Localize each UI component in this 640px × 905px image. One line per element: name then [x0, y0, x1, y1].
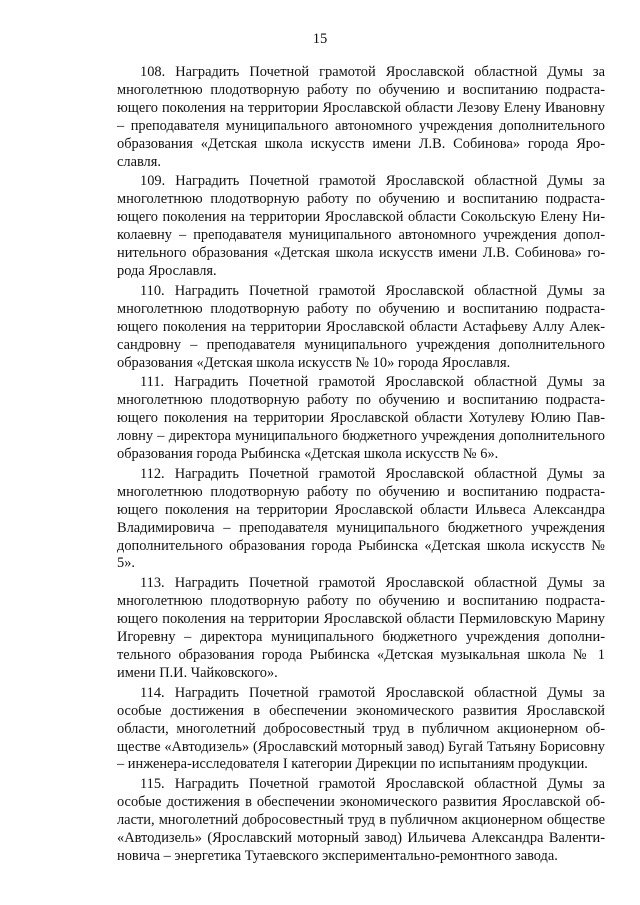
paragraph-113: 113. Наградить Почетной грамотой Ярославской областной Думы за многолетнюю плодотворную работу по обучению и воспитанию подрастающего поколения на территории Ярославской области Пермиловскую Марину Игоревну – директора муниципального бюджетного учреждения дополнительного образования города Рыбинска «Детская музыкальная школа № 1 имени П.И. Чайковского».	[117, 575, 605, 681]
paragraph-111: 111. Наградить Почетной грамотой Ярославской областной Думы за многолетнюю плодотворную работу по обучению и воспитанию подрастающего поколения на территории Ярославской области Хотулеву Юлию Павловну – директора муниципального бюджетного учреждения дополнительного образования города Рыбинска «Детская школа искусств № 6».	[117, 374, 605, 463]
paragraph-114: 114. Наградить Почетной грамотой Ярославской областной Думы за особые достижения в обеспечении экономического развития Ярославской области, многолетний добросовестный труд в публичном акционерном обществе «Автодизель» (Ярославский моторный завод) Бугай Татьяну Борисовну – инженера-исследователя I категории Дирекции по испытаниям продукции.	[117, 684, 605, 773]
paragraph-112: 112. Наградить Почетной грамотой Ярославской областной Думы за многолетнюю плодотворную работу по обучению и воспитанию подрастающего поколения на территории Ярославской области Ильвеса Александра Владимировича – преподавателя муниципального бюджетного учреждения дополнительного образования города Рыбинска «Детская школа искусств № 5».	[117, 465, 605, 572]
paragraph-108: 108. Наградить Почетной грамотой Ярославской областной Думы за многолетнюю плодотворную работу по обучению и воспитанию подрастающего поколения на территории Ярославской области Лезову Елену Ивановну – преподавателя муниципального автономного учреждения дополнительного образования «Детская школа искусств имени Л.В. Собинова» города Ярославля.	[117, 64, 605, 170]
paragraph-115: 115. Наградить Почетной грамотой Ярославской областной Думы за особые достижения в обеспечении экономического развития Ярославской области, многолетний добросовестный труд в публичном акционерном обществе «Автодизель» (Ярославский моторный завод) Ильичева Александра Валентиновича – энергетика Тутаевского экспериментально-ремонтного завода.	[117, 776, 605, 864]
document-body	[117, 64, 605, 868]
paragraph-109: 109. Наградить Почетной грамотой Ярославской областной Думы за многолетнюю плодотворную работу по обучению и воспитанию подрастающего поколения на территории Ярославской области Сокольскую Елену Николаевну – преподавателя муниципального автономного учреждения дополнительного образования «Детская школа искусств имени Л.В. Собинова» города Ярославля.	[117, 173, 605, 279]
paragraph-110: 110. Наградить Почетной грамотой Ярославской областной Думы за многолетнюю плодотворную работу по обучению и воспитанию подрастающего поколения на территории Ярославской области Астафьеву Аллу Александровну – преподавателя муниципального учреждения дополнительного образования «Детская школа искусств № 10» города Ярославля.	[117, 282, 605, 371]
page-number: 15	[312, 31, 328, 47]
